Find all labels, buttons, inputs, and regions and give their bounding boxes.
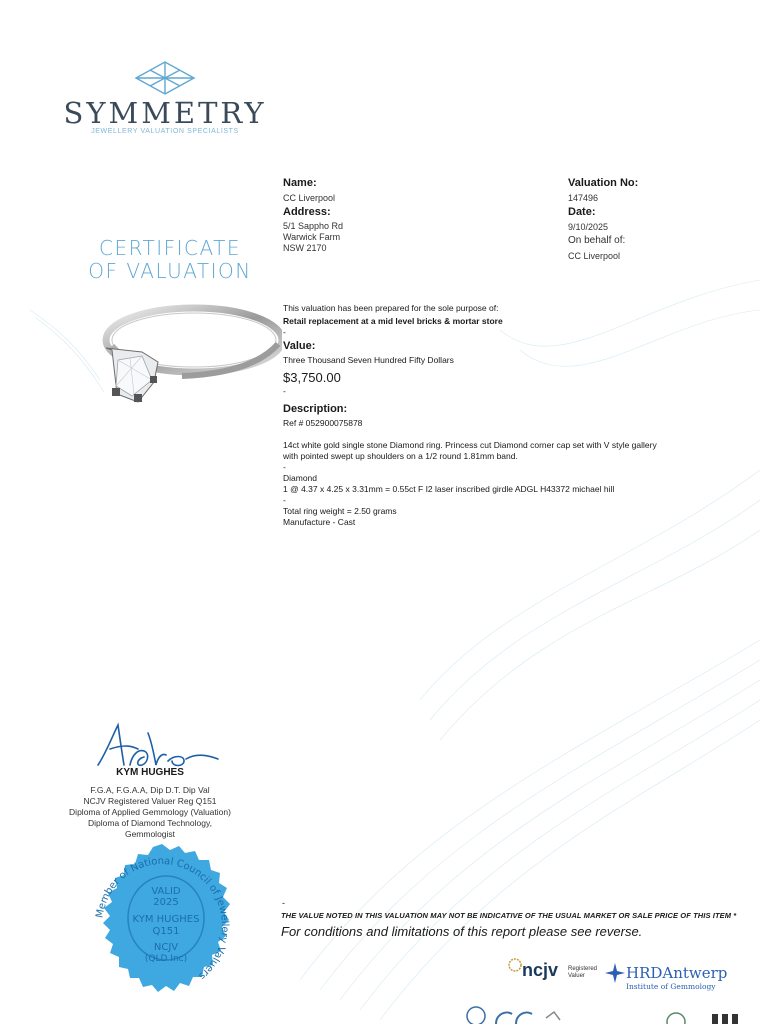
valuation-date: 9/10/2025 <box>568 222 609 232</box>
credential-line: NCJV Registered Valuer Reg Q151 <box>83 796 217 806</box>
seal-reg: Q151 <box>152 926 180 937</box>
bottom-partner-logos <box>462 1002 762 1024</box>
credential-line: F.G.A, F.G.A.A, Dip D.T. Dip Val <box>90 785 210 795</box>
hrd-logo: HRDAntwerp <box>626 964 728 982</box>
description-line-1: 14ct white gold single stone Diamond ring. Princess cut Diamond corner cap set with V style gallery <box>283 440 657 450</box>
date-label: Date: <box>568 206 596 218</box>
address-label: Address: <box>283 206 331 218</box>
valuation-number: 147496 <box>568 193 599 203</box>
on-behalf-value: CC Liverpool <box>568 251 621 261</box>
credential-line: Diploma of Applied Gemmology (Valuation) <box>69 807 231 817</box>
ncjv-emblem-icon <box>508 958 522 972</box>
symmetry-logo-icon <box>130 58 200 98</box>
description-separator-1: - <box>283 462 286 472</box>
handwritten-signature <box>92 715 222 775</box>
purpose-separator: - <box>283 327 286 337</box>
diamond-detail: 1 @ 4.37 x 4.25 x 3.31mm = 0.55ct F I2 laser inscribed girdle ADGL H43372 michael hill <box>283 484 615 494</box>
address-line-1: 5/1 Sappho Rd <box>283 221 344 231</box>
ncjv-logo: ncjv <box>522 960 559 980</box>
value-label: Value: <box>283 340 316 352</box>
seal-year: 2025 <box>153 897 179 908</box>
diamond-label: Diamond <box>283 473 318 483</box>
address-line-2: Warwick Farm <box>283 232 341 242</box>
ring-weight: Total ring weight = 2.50 grams <box>283 506 397 516</box>
disclaimer-text: THE VALUE NOTED IN THIS VALUATION MAY NOT BE INDICATIVE OF THE USUAL MARKET OR SALE PRICE OF THIS ITEM * <box>281 911 737 920</box>
seal-ring-text: Member of National Council of Jewellery Valuers <box>94 855 231 982</box>
description-line-2: with pointed swept up shoulders on a 1/2 round 1.81mm band. <box>283 451 518 461</box>
purpose-text: Retail replacement at a mid level bricks & mortar store <box>283 316 503 326</box>
diamond-ring-image <box>82 290 282 420</box>
address-line-3: NSW 2170 <box>283 243 327 253</box>
ncjv-subtitle <box>568 966 597 980</box>
seal-valid: VALID <box>151 886 181 897</box>
value-words: Three Thousand Seven Hundred Fifty Dollars <box>283 355 454 365</box>
conditions-text: For conditions and limitations of this report please see reverse. <box>281 924 643 939</box>
signatory-name: KYM HUGHES <box>116 767 184 778</box>
signatory-credentials <box>40 785 260 840</box>
ncjv-sub-line: Valuer <box>568 973 585 979</box>
ncjv-sub-line: Registered <box>568 966 598 972</box>
client-name: CC Liverpool <box>283 193 336 203</box>
footer-separator: - <box>282 898 285 908</box>
description-label: Description: <box>283 403 348 415</box>
seal-org: NCJV <box>153 942 179 953</box>
seal-state: (QLD Inc) <box>144 954 188 964</box>
description-separator-2: - <box>283 495 286 505</box>
value-amount: $3,750.00 <box>283 370 341 385</box>
valuation-number-label: Valuation No: <box>568 177 639 189</box>
credential-line: Diploma of Diamond Technology, <box>88 818 212 828</box>
manufacture: Manufacture - Cast <box>283 517 356 527</box>
certificate-title-line-1: CERTIFICATE <box>98 236 241 260</box>
hrd-star-icon <box>604 962 626 984</box>
seal-holder: KYM HUGHES <box>132 914 200 925</box>
name-label: Name: <box>283 177 317 189</box>
value-separator: - <box>283 386 286 396</box>
on-behalf-label: On behalf of: <box>568 235 626 246</box>
hrd-subtitle: Institute of Gemmology <box>626 982 716 991</box>
credential-line: Gemmologist <box>124 829 176 839</box>
reference-number: Ref # 052900075878 <box>283 418 363 428</box>
ncjv-seal <box>82 838 242 1013</box>
brand-name: SYMMETRY <box>63 96 267 130</box>
purpose-intro: This valuation has been prepared for the sole purpose of: <box>283 303 499 313</box>
brand-tagline: JEWELLERY VALUATION SPECIALISTS <box>91 128 239 135</box>
certificate-title-line-2: OF VALUATION <box>88 259 252 283</box>
